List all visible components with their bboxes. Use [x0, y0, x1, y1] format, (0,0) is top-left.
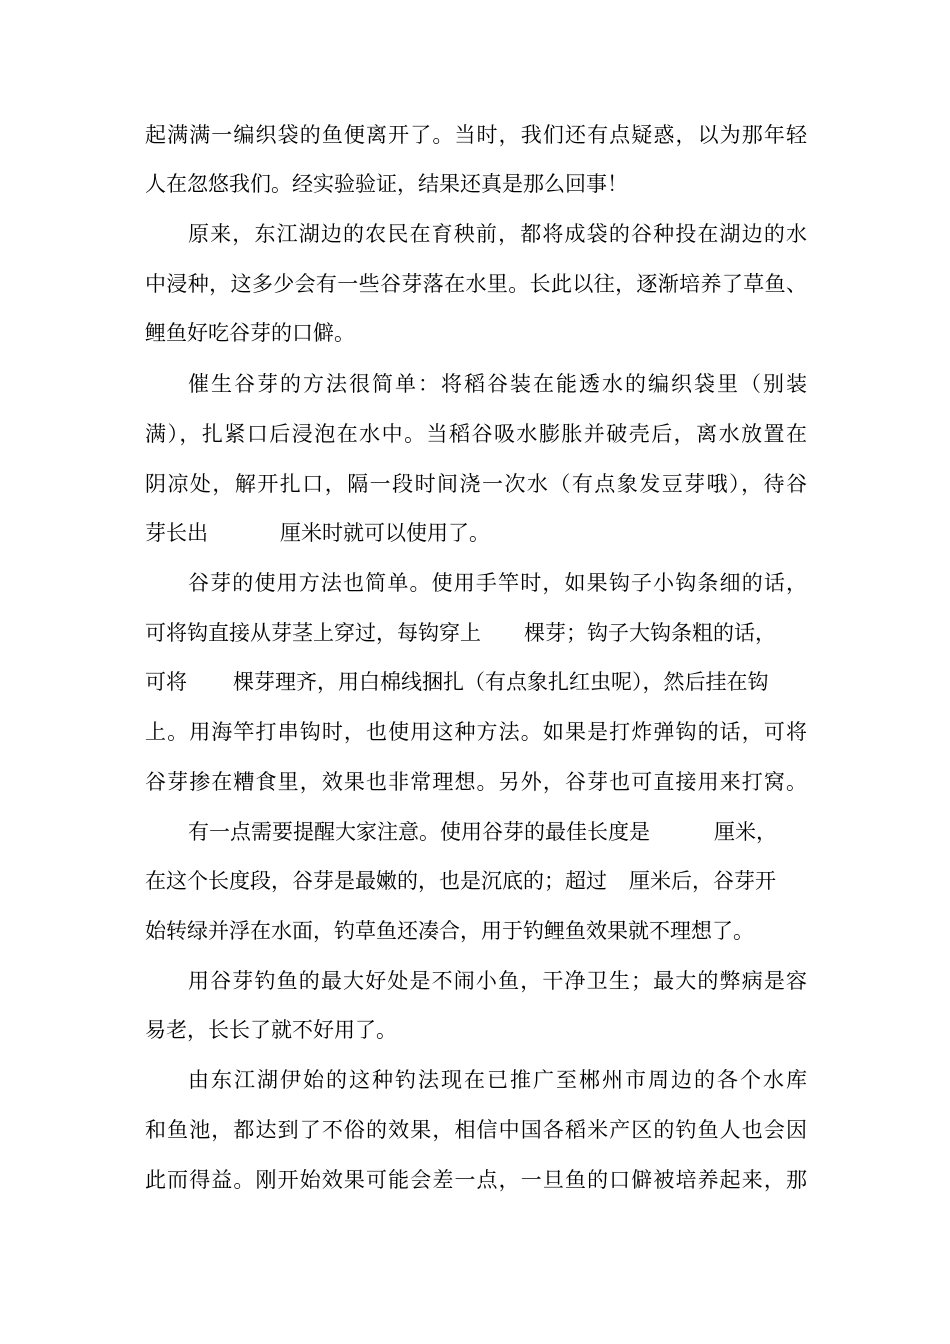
text-line: 中浸种，这多少会有一些谷芽落在水里。长此以往，逐渐培养了草鱼、: [145, 272, 807, 296]
text-line: [145, 613, 776, 653]
text-line: 易老，长长了就不好用了。: [145, 1018, 397, 1042]
text-segment: 可将: [145, 670, 187, 694]
text-segment: 芽长出: [145, 521, 208, 545]
text-line: 满），扎紧口后浸泡在水中。当稻谷吸水膨胀并破壳后，离水放置在: [145, 422, 807, 446]
text-line: 阴凉处，解开扎口，隔一段时间浇一次水（有点象发豆芽哦），待谷: [145, 472, 807, 496]
text-line: [145, 662, 769, 702]
paragraph-first-line: 谷芽的使用方法也简单。使用手竿时，如果钩子小钩条细的话，: [188, 571, 807, 595]
paragraph-first-line: 原来，东江湖边的农民在育秧前，都将成袋的谷种投在湖边的水: [188, 222, 807, 246]
text-line: [145, 513, 490, 553]
text-segment: 可将钩直接从芽茎上穿过，每钩穿上: [145, 621, 481, 645]
text-line: 上。用海竿打串钩时，也使用这种方法。如果是打炸弹钩的话，可将: [145, 720, 807, 744]
text-line: 鲤鱼好吃谷芽的口僻。: [145, 321, 355, 345]
text-line: 此而得益。刚开始效果可能会差一点，一旦鱼的口僻被培养起来，那: [145, 1168, 807, 1192]
text-segment: 在这个长度段，谷芽是最嫩的，也是沉底的；超过: [145, 869, 607, 893]
text-line: 和鱼池，都达到了不俗的效果，相信中国各稻米产区的钓鱼人也会因: [145, 1118, 807, 1142]
text-segment: 厘米，: [714, 820, 777, 844]
text-segment: 厘米时就可以使用了。: [280, 521, 490, 545]
text-segment: 有一点需要提醒大家注意。使用谷芽的最佳长度是: [188, 820, 650, 844]
text-segment: 厘米后，谷芽开: [629, 869, 776, 893]
paragraph-first-line: [188, 812, 777, 852]
paragraph-first-line: 催生谷芽的方法很简单：将稻谷装在能透水的编织袋里（别装: [188, 372, 807, 396]
text-line: 起满满一编织袋的鱼便离开了。当时，我们还有点疑惑，以为那年轻: [145, 123, 807, 147]
text-line: [145, 861, 776, 901]
paragraph-first-line: 用谷芽钓鱼的最大好处是不闹小鱼，干净卫生；最大的弊病是容: [188, 969, 807, 993]
text-line: 始转绿并浮在水面，钓草鱼还凑合，用于钓鲤鱼效果就不理想了。: [145, 919, 754, 943]
paragraph-first-line: 由东江湖伊始的这种钓法现在已推广至郴州市周边的各个水库: [188, 1068, 807, 1092]
text-line: 人在忽悠我们。经实验验证，结果还真是那么回事！: [145, 172, 628, 196]
text-segment: 棵芽；钩子大钩条粗的话，: [524, 621, 776, 645]
text-line: 谷芽掺在糟食里，效果也非常理想。另外，谷芽也可直接用来打窝。: [145, 770, 807, 794]
text-segment: 棵芽理齐，用白棉线捆扎（有点象扎红虫呢），然后挂在钩: [233, 670, 769, 694]
